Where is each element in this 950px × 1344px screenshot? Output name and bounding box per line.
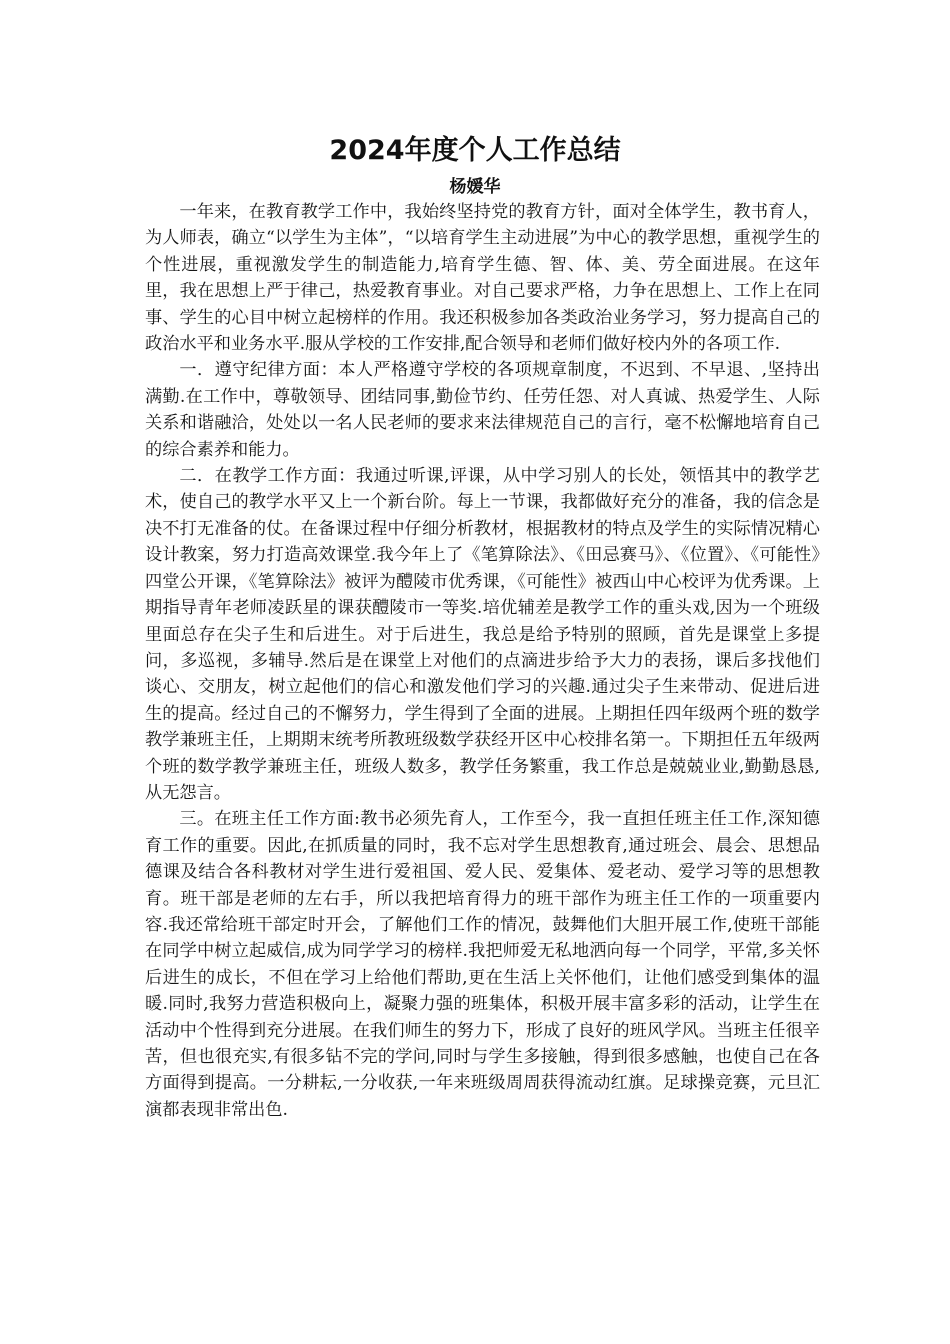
paragraph-intro: 一年来，在教育教学工作中，我始终坚持党的教育方针，面对全体学生，教书育人，为人师表，确立“以学生为主体”，“以培育学生主动进展”为中心的教学思想，重视学生的个性进展，重视激发学生的制造能力,培育学生德、智、体、美、劳全面进展。在这年里，我在思想上严于律己，热爱教育事业。对自己要求严格，力争在思想上、工作上在同事、学生的心目中树立起榜样的作用。我还积极参加各类政治业务学习，努力提高自己的政治水平和业务水平.服从学校的工作安排,配合领导和老师们做好校内外的各项工作. bbox=[145, 202, 820, 355]
document-title: 2024年度个人工作总结 bbox=[329, 135, 621, 166]
document-body bbox=[145, 199, 820, 1123]
author-name: 杨媛华 bbox=[449, 177, 501, 197]
paragraph-discipline: 一．遵守纪律方面：本人严格遵守学校的各项规章制度，不迟到、不早退、,坚持出满勤.在工作中，尊敬领导、团结同事,勤俭节约、任劳任怨、对人真诚、热爱学生、人际关系和谐融洽，处处以一名人民老师的要求来法律规范自己的言行，毫不松懈地培育自己的综合素养和能力。 bbox=[145, 360, 820, 460]
paragraph-teaching: 二．在教学工作方面：我通过听课,评课，从中学习别人的长处，领悟其中的教学艺术，使自己的教学水平又上一个新台阶。每上一节课，我都做好充分的准备，我的信念是决不打无准备的仗。在备课过程中仔细分析教材，根据教材的特点及学生的实际情况精心设计教案，努力打造高效课堂.我今年上了《笔算除法》、《田忌赛马》、《位置》、《可能性》四堂公开课，《笔算除法》被评为醴陵市优秀课，《可能性》被西山中心校评为优秀课。上期指导青年老师凌跃星的课获醴陵市一等奖.培优辅差是教学工作的重头戏,因为一个班级里面总存在尖子生和后进生。对于后进生，我总是给予特别的照顾，首先是课堂上多提问，多巡视，多辅导.然后是在课堂上对他们的点滴进步给予大力的表扬，课后多找他们谈心、交朋友，树立起他们的信心和激发他们学习的兴趣.通过尖子生来带动、促进后进生的提高。经过自己的不懈努力，学生得到了全面的进展。上期担任四年级两个班的数学教学兼班主任，上期期末统考所教班级数学获经开区中心校排名第一。下期担任五年级两个班的数学教学兼班主任，班级人数多，教学任务繁重，我工作总是兢兢业业,勤勤恳恳,从无怨言。 bbox=[145, 466, 820, 803]
paragraph-class-teacher: 三。在班主任工作方面:教书必须先育人，工作至今，我一直担任班主任工作,深知德育工作的重要。因此,在抓质量的同时，我不忘对学生思想教育,通过班会、晨会、思想品德课及结合各科教材对学生进行爱祖国、爱人民、爱集体、爱老动、爱学习等的思想教育。班干部是老师的左右手，所以我把培育得力的班干部作为班主任工作的一项重要内容.我还常给班干部定时开会，了解他们工作的情况，鼓舞他们大胆开展工作,使班干部能在同学中树立起威信,成为同学学习的榜样.我把师爱无私地洒向每一个同学，平常,多关怀后进生的成长，不但在学习上给他们帮助,更在生活上关怀他们，让他们感受到集体的温暖.同时,我努力营造积极向上，凝聚力强的班集体，积极开展丰富多彩的活动，让学生在活动中个性得到充分进展。在我们师生的努力下，形成了良好的班风学风。当班主任很辛苦，但也很充实,有很多钻不完的学问,同时与学生多接触，得到很多感触，也使自己在各方面得到提高。一分耕耘,一分收获,一年来班级周周获得流动红旗。足球操竞赛，元旦汇演都表现非常出色. bbox=[145, 809, 820, 1120]
